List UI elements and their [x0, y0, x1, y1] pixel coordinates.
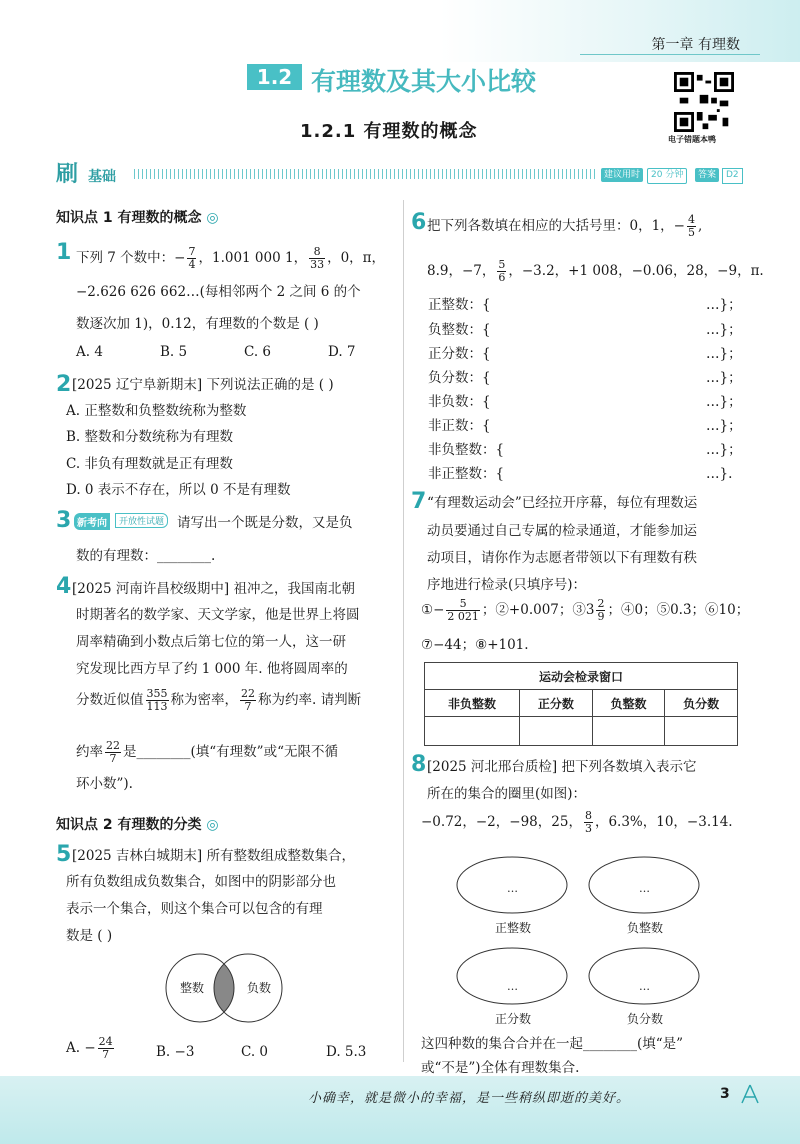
section-title: 有理数及其大小比较	[311, 67, 537, 96]
q3-line1: 请写出一个既是分数，又是负	[177, 515, 353, 531]
q5-number: 5	[56, 842, 72, 867]
q4-line2: 时期著名的数学家、天文学家，他是世界上将圆	[76, 607, 360, 623]
q1-frac-1	[187, 246, 196, 271]
frac-den: 3	[584, 822, 592, 835]
set-row-label: 正分数：{	[428, 346, 491, 362]
qr-caption: 电子错题本鸭	[668, 135, 716, 144]
q6-frac-1	[687, 214, 696, 239]
q2-option-a[interactable]: A. 正整数和负整数统称为整数	[66, 403, 247, 419]
q2-option-b[interactable]: B. 整数和分数统称为有理数	[66, 429, 234, 445]
q4-text-e: 是________(填“有理数”或“无限不循	[123, 744, 338, 760]
footer-quote: 小确幸，就是微小的幸福，是一些稍纵即逝的美好。	[308, 1091, 631, 1106]
frac-den: 9	[597, 610, 605, 623]
set-row-end[interactable]: …}；	[706, 346, 742, 362]
q1-line1	[76, 246, 385, 271]
q1-text-c: ，0，π，	[327, 250, 386, 266]
q4-line6	[76, 740, 338, 765]
q5-option-a[interactable]	[66, 1036, 116, 1061]
table-answer-cell[interactable]	[665, 717, 738, 746]
q7-frac-1	[446, 598, 480, 623]
table-col-header: 负整数	[592, 690, 665, 717]
q5-option-d[interactable]: D. 5.3	[326, 1044, 367, 1060]
set-ellipse-negative-fraction[interactable]	[587, 946, 702, 1006]
q4-line1: [2025 河南许昌校级期中] 祖冲之，我国南北朝	[72, 581, 355, 597]
q4-frac-mi	[146, 688, 169, 713]
q7-line3: 动项目，请你作为志愿者带领以下有理数有秩	[427, 550, 697, 566]
frac-num: 355	[146, 687, 168, 700]
q5-opt-a-frac	[98, 1036, 114, 1061]
ellipse-dots: …	[639, 882, 650, 895]
q1-option-d[interactable]: D. 7	[328, 344, 356, 360]
q7-item-4: ；④0；⑤0.3̇；⑥10；	[607, 602, 750, 618]
q8-line2: 所在的集合的圈里(如图)：	[427, 786, 587, 802]
q4-text-a: 分数近似值	[76, 692, 144, 708]
table-col-header: 负分数	[665, 690, 738, 717]
ellipse-label-negative-integer: 负整数	[627, 921, 664, 935]
target-icon: ◎	[206, 817, 219, 833]
chapter-underline	[580, 54, 760, 55]
set-row-end[interactable]: …}；	[706, 394, 742, 410]
table-col-header: 非负整数	[425, 690, 520, 717]
page-number: 3	[720, 1086, 730, 1102]
frac-den: 5	[688, 226, 695, 239]
knowledge-point-1	[56, 207, 219, 227]
table-answer-cell[interactable]	[592, 717, 665, 746]
subsection-title: 1.2.1 有理数的概念	[300, 121, 478, 142]
set-ellipse-positive-fraction[interactable]	[455, 946, 570, 1006]
set-row-end[interactable]: …}；	[706, 370, 742, 386]
frac-num: 8	[309, 246, 325, 259]
frac-num: 5	[498, 258, 506, 271]
q4-line5	[76, 688, 361, 713]
q8-line1: [2025 河北邢台质检] 把下列各数填入表示它	[427, 759, 697, 775]
kp1-label: 知识点 1 有理数的概念	[56, 210, 202, 226]
q4-text-c: 称为约率. 请判断	[258, 692, 362, 708]
ellipse-label-positive-integer: 正整数	[495, 921, 532, 935]
q4-line4: 究发现比西方早了约 1 000 年. 他将圆周率的	[76, 661, 348, 677]
table-title: 运动会检录窗口	[425, 663, 738, 690]
set-row-label: 负整数：{	[428, 322, 491, 338]
answer-value: D2	[722, 168, 743, 184]
q7-item-2: ；②+0.007；③3	[481, 602, 595, 618]
q7-line4: 序地进行检录(只填序号)：	[427, 577, 587, 593]
frac-num: 7	[188, 245, 196, 258]
frac-den: 2 021	[447, 610, 479, 623]
q1-line3: 数逐次加 1)，0.12̇，有理数的个数是 ( )	[76, 316, 319, 332]
frac-den: 6	[498, 271, 506, 284]
q2-stem: [2025 辽宁阜新期末] 下列说法正确的是 ( )	[72, 377, 334, 393]
set-row-label: 负分数：{	[428, 370, 491, 386]
q8-line4: 这四种数的集合合并在一起________(填“是”	[421, 1036, 684, 1052]
table-col-header: 正分数	[520, 690, 593, 717]
q8-text-b: ，6.3%，10，−3.14.	[594, 814, 733, 830]
q8-frac	[584, 810, 593, 835]
set-row-end[interactable]: …}；	[706, 297, 742, 313]
q2-option-c[interactable]: C. 非负有理数就是正有理数	[66, 456, 233, 472]
answer-label: 答案	[695, 168, 719, 182]
q1-option-a[interactable]: A. 4	[76, 344, 103, 360]
frac-den: 113	[146, 700, 168, 713]
set-row-end[interactable]: …}；	[706, 322, 742, 338]
knowledge-point-2	[56, 814, 219, 834]
q1-option-c[interactable]: C. 6	[244, 344, 272, 360]
band-label-small: 基础	[88, 169, 116, 185]
frac-den: 4	[188, 258, 196, 271]
time-label: 建议用时	[601, 168, 643, 182]
q6-frac-2	[497, 259, 506, 284]
q6-line1: 把下列各数填在相应的大括号里：0，1，− $\frac{4}{5}$ ,	[427, 213, 703, 239]
q4-line3: 周率精确到小数点后第七位的第一人，这一研	[76, 634, 346, 650]
q6-line2	[427, 259, 764, 284]
column-divider	[403, 200, 404, 1062]
q5-opt-a-prefix: A. −	[66, 1040, 96, 1056]
set-row-label: 非正数：{	[428, 418, 491, 434]
frac-num: 5	[446, 598, 480, 611]
set-row-label: 非正整数：{	[428, 466, 505, 482]
q6-text-c: ，−3.2，+1 008，−0.06，28，−9，π.	[508, 263, 764, 279]
q7-items-line1	[421, 598, 749, 623]
checkin-table	[424, 662, 738, 746]
table-answer-cell[interactable]	[520, 717, 593, 746]
q7-frac-2	[596, 598, 605, 623]
set-row-end[interactable]: …}；	[706, 418, 742, 434]
q8-line3	[421, 810, 733, 835]
q6-text-b: 8.9，−7，	[427, 263, 496, 279]
q3-tag-open: 开放性试题	[115, 513, 168, 528]
ellipse-dots: …	[639, 980, 650, 993]
frac-num: 24	[98, 1035, 113, 1048]
frac-num: 22	[241, 687, 255, 700]
q2-number: 2	[56, 372, 72, 397]
chapter-label: 第一章 有理数	[651, 37, 740, 53]
set-row-end[interactable]: …}；	[706, 442, 742, 458]
q7-items-line2: ⑦−44；⑧+101.	[421, 637, 529, 653]
frac-num: 8	[584, 809, 592, 822]
q4-number: 4	[56, 574, 72, 599]
frac-num: 2	[597, 597, 605, 610]
qr-code-icon[interactable]	[674, 72, 734, 132]
q5-option-c[interactable]: C. 0	[241, 1044, 269, 1060]
ellipse-dots: …	[507, 980, 518, 993]
section-number: 1.2	[247, 64, 302, 90]
frac-num: 22	[106, 739, 120, 752]
q4-frac-yue	[240, 688, 256, 713]
q4-text-d: 约率	[76, 744, 103, 760]
q5-line1: [2025 吉林白城期末] 所有整数组成整数集合，	[72, 848, 355, 864]
q5-line4: 数是 ( )	[66, 928, 113, 944]
q4-frac-yue-2	[105, 740, 121, 765]
set-row-end[interactable]: …}.	[706, 466, 733, 482]
set-row-label: 正整数：{	[428, 297, 491, 313]
band-stripe	[134, 169, 597, 179]
q8-number: 8	[411, 752, 427, 777]
compass-icon	[738, 1083, 762, 1105]
q2-option-d[interactable]: D. 0 表示不存在，所以 0 不是有理数	[66, 482, 291, 498]
q1-text-b: ，1.001 000 1，	[198, 250, 308, 266]
q3-number: 3	[56, 508, 72, 533]
frac-den: 7	[109, 752, 117, 765]
table-answer-cell[interactable]	[425, 717, 520, 746]
q7-line2: 动员要通过自己专属的检录通道，才能参加运	[427, 523, 697, 539]
q6-text-a: 把下列各数填在相应的大括号里：0，1，−	[427, 218, 685, 234]
q8-text-a: −0.72，−2，−98，25，	[421, 814, 582, 830]
q8-line5: 或“不是”)全体有理数集合.	[421, 1060, 580, 1076]
target-icon: ◎	[206, 210, 219, 226]
ellipse-dots: …	[507, 882, 518, 895]
q7-number: 7	[411, 489, 427, 514]
q3-tag-new: 新考向	[74, 513, 110, 530]
q7-item-1: ①−	[421, 602, 445, 618]
q1-frac-2	[309, 246, 325, 271]
time-value: 20 分钟	[647, 168, 687, 184]
q5-line2: 所有负数组成负数集合，如图中的阴影部分也	[66, 874, 336, 890]
venn-left-label: 整数	[180, 981, 205, 995]
ellipse-label-negative-fraction: 负分数	[627, 1012, 664, 1026]
ellipse-label-positive-fraction: 正分数	[495, 1012, 532, 1026]
q5-line3: 表示一个集合，则这个集合可以包含的有理	[66, 901, 323, 917]
q3-line2: 数的有理数：________.	[76, 548, 216, 564]
kp2-label: 知识点 2 有理数的分类	[56, 817, 202, 833]
frac-den: 7	[102, 1048, 110, 1061]
frac-den: 33	[310, 258, 325, 271]
q5-option-b[interactable]: B. −3	[156, 1044, 195, 1060]
q6-number: 6	[411, 210, 427, 235]
frac-num: 4	[688, 213, 695, 226]
q1-option-b[interactable]: B. 5	[160, 344, 188, 360]
q7-line1: “有理数运动会”已经拉开序幕，每位有理数运	[427, 495, 698, 511]
set-row-label: 非负整数：{	[428, 442, 505, 458]
band-label-big: 刷	[56, 162, 79, 187]
venn-right-label: 负数	[247, 981, 272, 995]
q1-line2: −2.626 626 662…(每相邻两个 2 之间 6 的个	[76, 284, 361, 300]
q4-text-b: 称为密率，	[170, 692, 238, 708]
q1-number: 1	[56, 240, 72, 265]
q1-text-a: 下列 7 个数中：−	[76, 250, 186, 266]
set-row-label: 非负数：{	[428, 394, 491, 410]
q4-line7: 环小数”).	[76, 776, 133, 792]
frac-den: 7	[244, 700, 252, 713]
